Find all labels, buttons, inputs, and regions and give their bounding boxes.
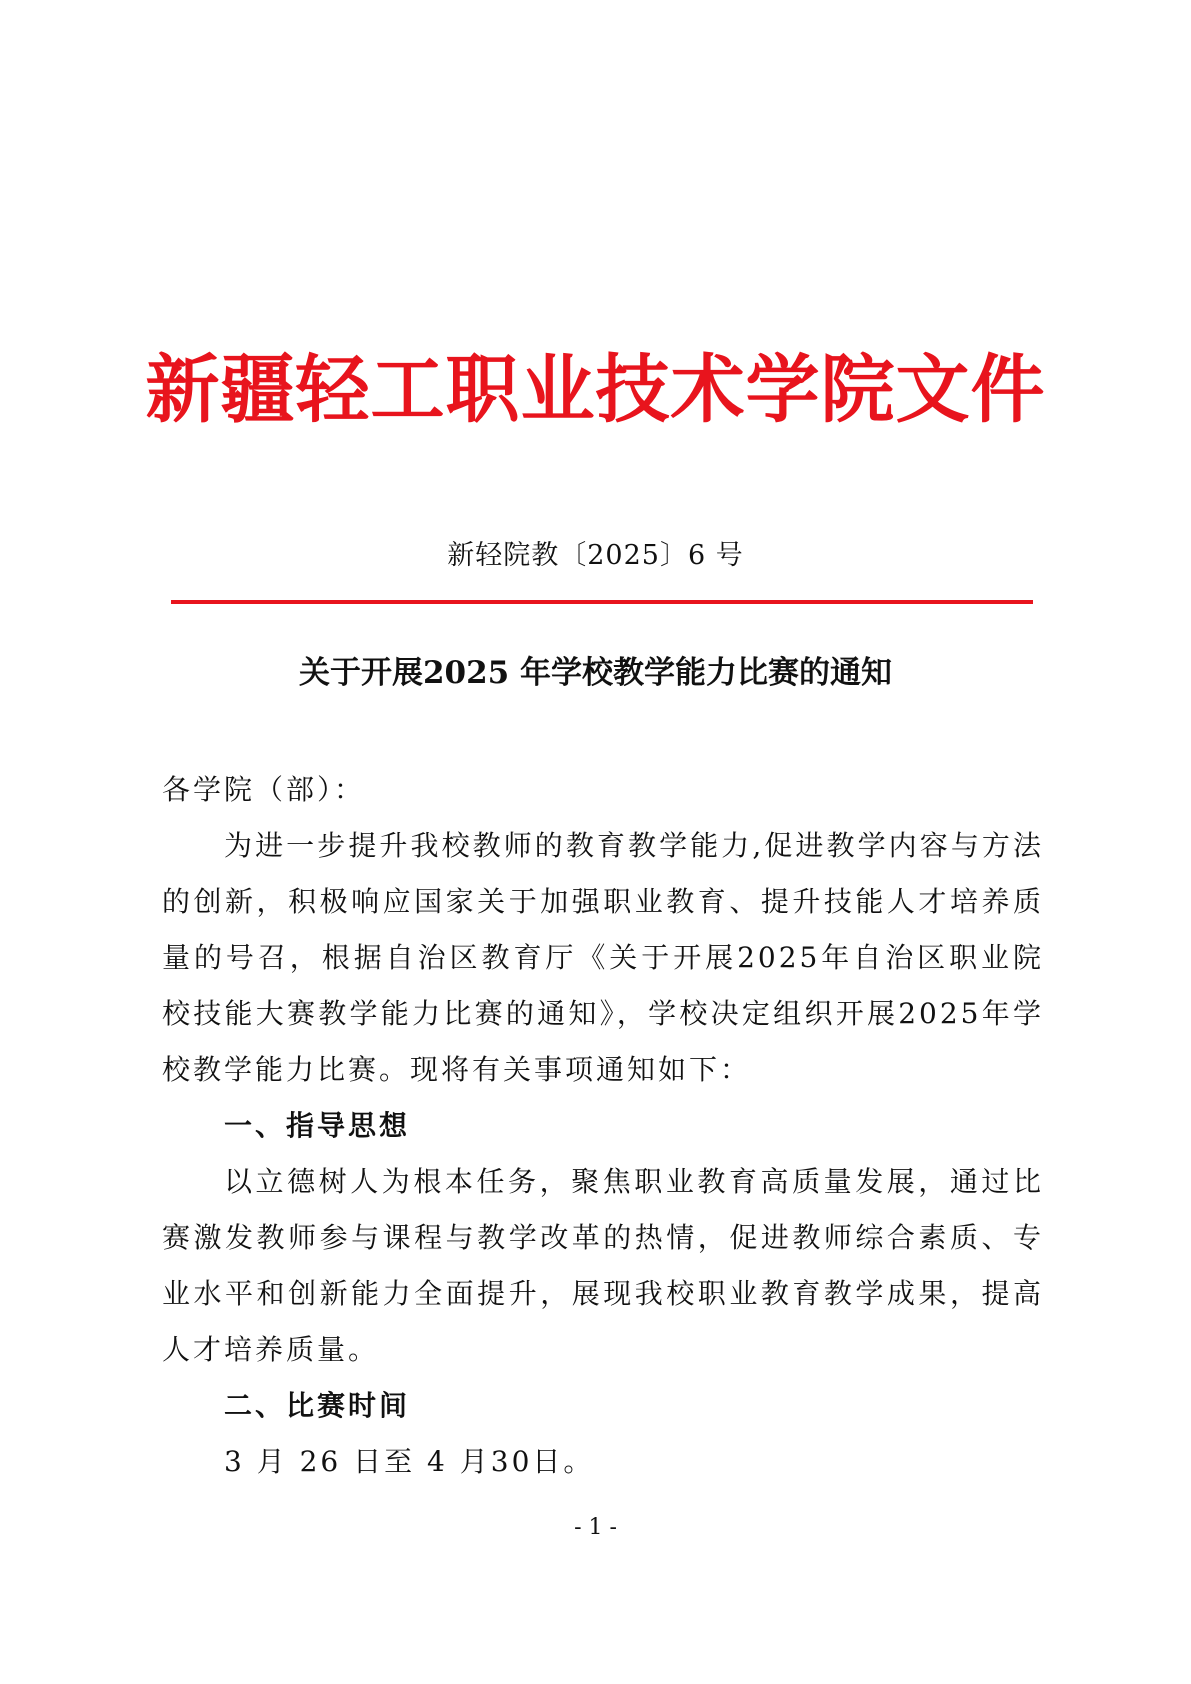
red-separator-line xyxy=(171,600,1033,604)
section-heading-competition-time: 二、比赛时间 xyxy=(224,1389,411,1422)
intro-paragraph: 为进一步提升我校教师的教育教学能力,促进教学内容与方法的创新，积极响应国家关于加强职业教育、提升技能人才培养质量的号召，根据自治区教育厅《关于开展2025年自治区职业院校技能大赛教学能力比赛的通知》，学校决定组织开展2025年学校教学能力比赛。现将有关事项通知如下： xyxy=(162,829,1044,1086)
salutation: 各学院（部）： xyxy=(162,773,366,806)
notice-body xyxy=(162,762,1044,1490)
notice-title: 关于开展2025 年学校教学能力比赛的通知 xyxy=(298,655,893,691)
competition-time-paragraph: 3 月 26 日至 4 月30日。 xyxy=(224,1445,595,1478)
guiding-ideology-paragraph: 以立德树人为根本任务，聚焦职业教育高质量发展，通过比赛激发教师参与课程与教学改革的热情，促进教师综合素质、专业水平和创新能力全面提升，展现我校职业教育教学成果，提高人才培养质量。 xyxy=(162,1165,1044,1366)
masthead-title: 新疆轻工职业技术学院文件 xyxy=(145,347,1046,433)
page-number: - 1 - xyxy=(574,1515,617,1540)
section-heading-guiding-ideology: 一、指导思想 xyxy=(224,1109,411,1142)
document-number: 新轻院教〔2025〕6 号 xyxy=(447,540,744,571)
